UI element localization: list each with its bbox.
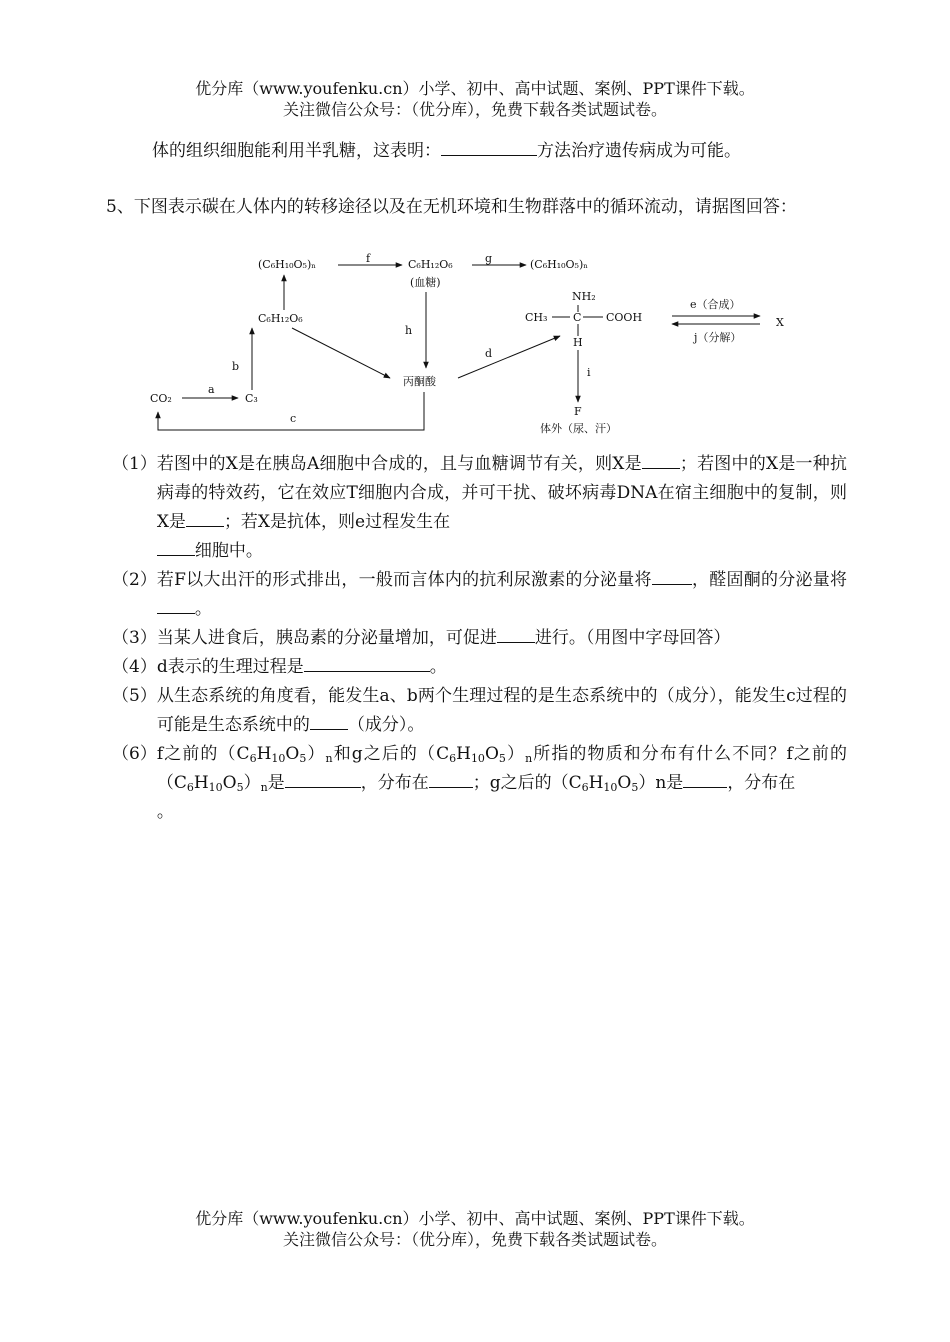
footer-line-1: 优分库（www.youfenku.cn）小学、初中、高中试题、案例、PPT课件下载。 [195,1209,755,1228]
question-5-stem: 5、下图表示碳在人体内的转移途径以及在无机环境和生物群落中的循环流动，请据图回答： [106,197,797,217]
question-text: d表示的生理过程是 [156,657,304,677]
question-text: ）n是 [638,773,684,793]
subscript: 6 [186,781,194,794]
label-a: a [208,383,215,396]
question-number: （1） [112,454,157,474]
question-6 [112,740,847,827]
question-text: 进行。（用图中字母回答） [534,628,731,648]
answer-blank[interactable] [642,450,680,469]
question-text: ） [243,773,261,793]
answer-blank[interactable] [157,537,195,556]
formula-part: H [193,773,209,793]
page-header [0,78,950,120]
question-4 [112,653,847,682]
subscript: 6 [249,752,257,765]
question-number: （6） [112,744,157,764]
subscript: 10 [208,781,223,794]
subscript: n [525,752,533,765]
answer-blank[interactable] [652,566,692,585]
formula-part: H [256,744,272,764]
header-line-2: 关注微信公众号：（优分库），免费下载各类试题试卷。 [282,100,667,119]
question-text: ，分布在 [727,773,796,793]
node-glucose-mid: C₆H₁₂O₆ [258,312,303,325]
header-line-1: 优分库（www.youfenku.cn）小学、初中、高中试题、案例、PPT课件下载。 [195,79,755,98]
formula-part: O [285,744,300,764]
question-text: 当某人进食后，胰岛素的分泌量增加，可促进 [156,628,497,648]
intro-continuation [152,136,741,161]
label-g: g [485,252,493,265]
question-text: ；若X是抗体，则e过程发生在 [223,512,451,532]
node-outside-body: 体外（尿、汗） [540,422,617,435]
label-f: f [366,252,371,265]
formula-part: O [222,773,237,793]
node-x: X [776,316,784,329]
question-number: （2） [112,570,157,590]
subscript: 5 [498,752,506,765]
question-5 [112,682,847,740]
formula-part: H [456,744,471,764]
subscript: 6 [449,752,457,765]
question-text: 若图中的X是在胰岛A细胞中合成的，且与血糖调节有关，则X是 [156,454,642,474]
formula-part: O [617,773,632,793]
subscript: 5 [631,781,639,794]
subscript: 5 [236,781,244,794]
question-text: （成分）。 [347,715,425,735]
subscript: n [325,752,333,765]
question-text: 是 [267,773,285,793]
subscript: 10 [271,752,286,765]
question-text: ） [306,744,326,764]
question-text: ；若图中的X是一种抗病毒的特效药，它在效应T细胞内合成，并可干扰、破坏病毒DNA在宿主细胞中的复制，则X是 [156,454,847,532]
node-blood-sugar-label: (血糖) [410,276,441,289]
subscript: 10 [603,781,618,794]
page-footer [0,1208,950,1250]
question-text: 。 [194,599,212,619]
answer-blank[interactable] [285,769,361,788]
label-d: d [485,347,493,360]
amino-cooh: COOH [606,311,643,324]
question-2 [112,566,847,624]
question-3 [112,624,847,653]
node-pyruvate: 丙酮酸 [403,375,436,388]
arrow-glucose-to-pyruvate [292,328,390,378]
question-text: 和g之后的（C [332,744,450,764]
answer-blank[interactable] [441,137,537,156]
label-e: e（合成） [690,298,741,311]
node-co2: CO₂ [150,392,172,405]
subscript: 10 [470,752,485,765]
amino-c-atom: C [573,311,582,324]
question-number: （3） [112,628,157,648]
node-c3: C₃ [245,392,258,405]
question-text: 若F以大出汗的形式排出，一般而言体内的抗利尿激素的分泌量将 [156,570,652,590]
amino-ch3: CH₃ [525,311,548,324]
intro-text-after: 方法治疗遗传病成为可能。 [537,141,741,161]
question-text: 从生态系统的角度看，能发生a、b两个生理过程的是生态系统中的（成分），能发生c过程的可能是生态系统中的 [156,686,847,735]
answer-blank[interactable] [497,624,535,643]
node-polysaccharide-left: (C₆H₁₀O₅)ₙ [258,258,317,271]
answer-blank[interactable] [310,711,348,730]
question-text: 细胞中。 [194,541,263,561]
question-text: 。 [429,657,447,677]
node-polysaccharide-right: (C₆H₁₀O₅)ₙ [530,258,589,271]
footer-line-2: 关注微信公众号：（优分库），免费下载各类试题试卷。 [282,1230,667,1249]
question-text: 。 [156,802,174,822]
question-number: （4） [112,657,157,677]
label-i: i [587,366,591,379]
label-j: j（分解） [694,331,742,344]
question-text: 所指的物质和分布有什么不同？f之前的（C [156,744,848,793]
question-text: ；g之后的（C [472,773,582,793]
subscript: 5 [299,752,307,765]
subscript: 6 [581,781,589,794]
formula-part: H [588,773,604,793]
label-c: c [290,412,297,425]
question-number: （5） [112,686,157,706]
question-text: ） [505,744,526,764]
answer-blank[interactable] [186,508,224,527]
amino-h-atom: H [573,336,583,349]
answer-blank[interactable] [683,769,727,788]
node-glucose-top: C₆H₁₂O₆ [408,258,453,271]
arrow-d [458,336,560,378]
sub-questions [112,450,847,827]
formula-part: O [484,744,499,764]
question-text: ，分布在 [360,773,429,793]
answer-blank[interactable] [157,595,195,614]
intro-text-before: 体的组织细胞能利用半乳糖，这表明： [152,141,441,161]
question-1 [112,450,847,566]
answer-blank[interactable] [429,769,473,788]
label-h: h [405,324,413,337]
amino-nh2: NH₂ [572,290,596,303]
label-b: b [232,360,240,373]
question-text: ，醛固酮的分泌量将 [691,570,848,590]
answer-blank[interactable] [304,653,430,672]
question-text: f之前的（C [156,744,250,764]
carbon-pathway-diagram [140,250,800,440]
subscript: n [260,781,268,794]
node-f-product: F [574,405,582,418]
